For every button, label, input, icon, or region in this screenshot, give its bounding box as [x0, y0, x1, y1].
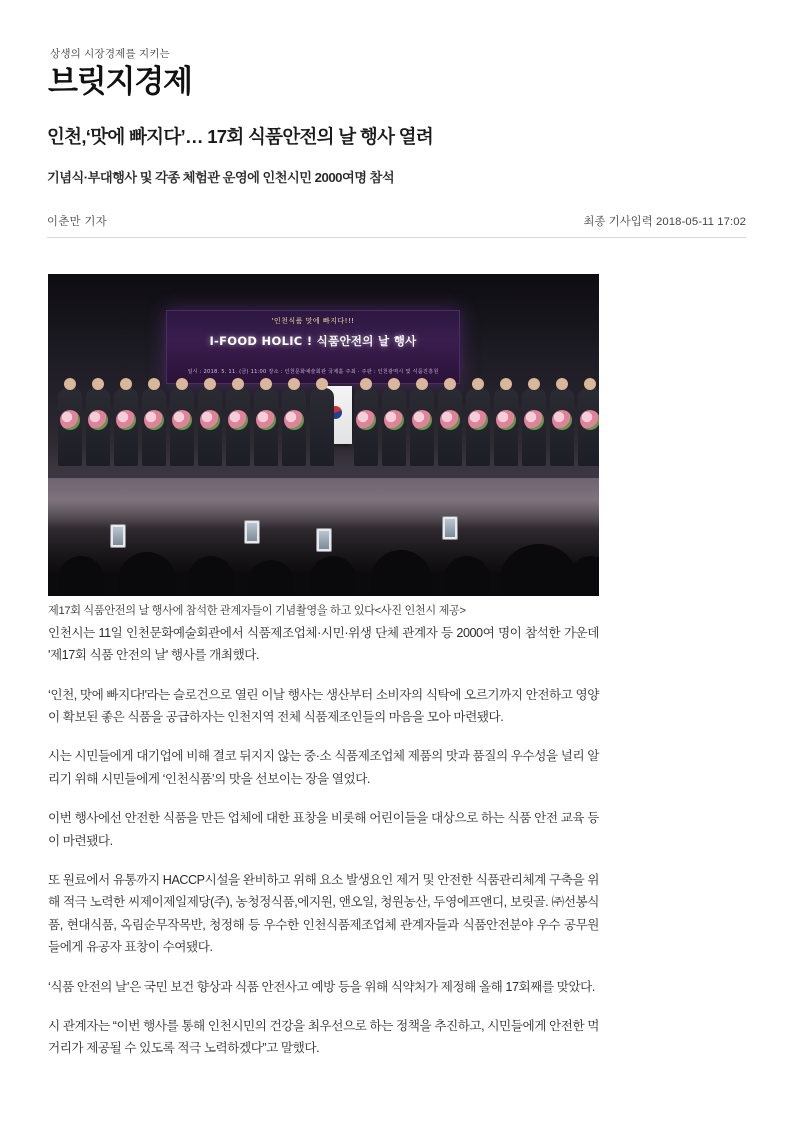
- masthead-tagline: 상생의 시장경제를 지키는: [50, 48, 171, 60]
- stage-screen-sub: 일시 : 2018. 5. 11. (금) 11:00 장소 : 인천문화예술회관 국제홀 주최 · 주관 : 인천광역시 및 식품진흥원: [187, 369, 439, 375]
- article-paragraph: 시 관계자는 “이번 행사를 통해 인천시민의 건강을 최우선으로 하는 정책을 추진하고, 시민들에게 안전한 먹거리가 제공될 수 있도록 적극 노력하겠다”고 말했다.: [48, 1019, 599, 1056]
- byline-author: 이춘만 기자: [47, 216, 108, 228]
- article-paragraph: 이번 행사에선 안전한 식품을 만든 업체에 대한 표창을 비롯해 어린이들을 대상으로 하는 식품 안전 교육 등이 마련됐다.: [48, 811, 599, 848]
- article-photo-figure: [48, 274, 599, 620]
- article-photo: [48, 274, 599, 596]
- article-paragraph: 인천시는 11일 인천문화예술회관에서 식품제조업체·시민·위생 단체 관계자 등 2000여 명이 참석한 가운데 '제17회 식품 안전의 날' 행사를 개최했다.: [48, 625, 599, 663]
- photo-audience-silhouettes: [48, 500, 599, 596]
- stage-screen-title: '인천식품 맛에 빠지다!!!: [271, 317, 355, 325]
- article-body: [48, 622, 599, 1060]
- header-divider: [47, 237, 746, 238]
- article-paragraph: ‘식품 안전의 날’은 국민 보건 향상과 식품 안전사고 예방 등을 위해 식약처가 제정해 올해 17회째를 맞았다.: [48, 979, 595, 994]
- photo-people-row: [54, 370, 593, 466]
- masthead-logo[interactable]: 브릿지경제: [48, 64, 192, 100]
- article-paragraph: 시는 시민들에게 대기업에 비해 결코 뒤지지 않는 중·소 식품제조업체 제품의 맛과 품질의 우수성을 널리 알리기 위해 시민들에게 ‘인천식품’의 맛을 선보이는 장을 열었다.: [48, 749, 599, 786]
- article-paragraph: 또 원료에서 유통까지 HACCP시설을 완비하고 위해 요소 발생요인 제거 및 안전한 식품관리체계 구축을 위해 적극 노력한 씨제이제일제당(주), 농청정식품,에지원, 앤오일, 청원농산, 두영에프앤디, 보릿골. ㈜선봉식품, 현대식품, 옥림순무작목반, 청정해 등 우수한 인천식품제조업체 관계자들과 식품안전분야 우수 공무원들에게 유공자 표창이 수여됐다.: [48, 873, 599, 955]
- page-title: 인천,‘맛에 빠지다’… 17회 식품안전의 날 행사 열려: [47, 125, 434, 147]
- byline-timestamp: 최종 기사입력 2018-05-11 17:02: [583, 216, 746, 228]
- article-paragraph: ‘인천, 맛에 빠지다!'라는 슬로건으로 열린 이날 행사는 생산부터 소비자의 식탁에 오르기까지 안전하고 영양이 확보된 좋은 식품을 공급하자는 인천지역 전체 식품제조인들의 마음을 모아 마련됐다.: [48, 687, 599, 725]
- byline: [47, 213, 746, 237]
- photo-caption: 제17회 식품안전의 날 행사에 참석한 관계자들이 기념촬영을 하고 있다<사진 인천시 제공>: [48, 605, 466, 617]
- article-subheadline: 기념식·부대행사 및 각종 체험관 운영에 인천시민 2000여명 참석: [47, 169, 395, 185]
- masthead: [47, 38, 746, 99]
- stage-screen-main: I-FOOD HOLIC ! 식품안전의 날 행사: [209, 334, 417, 348]
- article-header: [47, 125, 746, 238]
